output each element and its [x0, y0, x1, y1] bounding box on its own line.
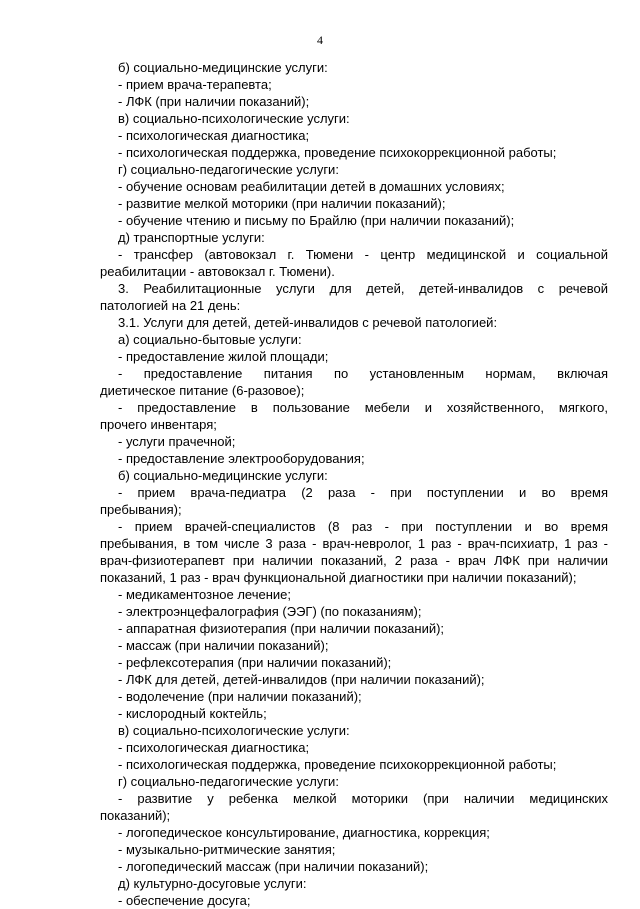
text-line: д) культурно-досуговые услуги:	[118, 876, 307, 891]
text-line: - предоставление жилой площади;	[118, 349, 329, 364]
text-line: - музыкально-ритмические занятия;	[118, 842, 336, 857]
text-line: - кислородный коктейль;	[118, 706, 267, 721]
text-line: - предоставление в пользование мебели и хозяйственного, мягкого,	[118, 400, 608, 415]
text-line: - аппаратная физиотерапия (при наличии показаний);	[118, 621, 445, 636]
text-line: прочего инвентаря;	[100, 417, 217, 432]
text-line: а) социально-бытовые услуги:	[118, 332, 302, 347]
document-body	[100, 59, 608, 909]
text-line: - обучение основам реабилитации детей в домашних условиях;	[118, 179, 505, 194]
text-line: - прием врача-терапевта;	[118, 77, 272, 92]
text-line: - развитие мелкой моторики (при наличии показаний);	[118, 196, 446, 211]
text-line: пребывания);	[100, 502, 182, 517]
text-line: д) транспортные услуги:	[118, 230, 265, 245]
text-line: - предоставление питания по установленным нормам, включая	[118, 366, 608, 381]
text-line: - обеспечение досуга;	[118, 893, 251, 908]
text-line: - электроэнцефалография (ЭЭГ) (по показаниям);	[118, 604, 422, 619]
text-line: - прием врача-педиатра (2 раза - при поступлении и во время	[118, 485, 608, 500]
page-number: 4	[317, 33, 323, 47]
text-line: г) социально-педагогические услуги:	[118, 774, 339, 789]
text-line: 3.1. Услуги для детей, детей-инвалидов с речевой патологией:	[118, 315, 498, 330]
text-line: - психологическая поддержка, проведение психокоррекционной работы;	[118, 145, 557, 160]
text-line: реабилитации - автовокзал г. Тюмени).	[100, 264, 335, 279]
text-line: - услуги прачечной;	[118, 434, 236, 449]
text-line: - логопедический массаж (при наличии показаний);	[118, 859, 429, 874]
text-line: в) социально-психологические услуги:	[118, 111, 350, 126]
text-line: - рефлексотерапия (при наличии показаний);	[118, 655, 392, 670]
text-line: показаний, 1 раз - врач функциональной диагностики при наличии показаний);	[100, 570, 577, 585]
text-line: - психологическая диагностика;	[118, 740, 310, 755]
text-line: - массаж (при наличии показаний);	[118, 638, 329, 653]
text-line: - психологическая диагностика;	[118, 128, 310, 143]
text-line: - психологическая поддержка, проведение психокоррекционной работы;	[118, 757, 557, 772]
text-line: - обучение чтению и письму по Брайлю (при наличии показаний);	[118, 213, 515, 228]
text-line: пребывания, в том числе 3 раза - врач-невролог, 1 раз - врач-психиатр, 1 раз -	[100, 536, 608, 551]
text-line: показаний);	[100, 808, 171, 823]
text-line: - логопедическое консультирование, диагностика, коррекция;	[118, 825, 490, 840]
text-line: патологией на 21 день:	[100, 298, 241, 313]
text-line: - ЛФК (при наличии показаний);	[118, 94, 310, 109]
text-line: - прием врачей-специалистов (8 раз - при поступлении и во время	[118, 519, 608, 534]
text-line: - ЛФК для детей, детей-инвалидов (при наличии показаний);	[118, 672, 485, 687]
text-line: б) социально-медицинские услуги:	[118, 468, 328, 483]
text-line: - предоставление электрооборудования;	[118, 451, 365, 466]
text-line: б) социально-медицинские услуги:	[118, 60, 328, 75]
text-line: - медикаментозное лечение;	[118, 587, 291, 602]
text-line: - развитие у ребенка мелкой моторики (при наличии медицинских	[118, 791, 608, 806]
text-line: диетическое питание (6-разовое);	[100, 383, 305, 398]
text-line: врач-физиотерапевт при наличии показаний, 2 раза - врач ЛФК при наличии	[100, 553, 608, 568]
text-line: - трансфер (автовокзал г. Тюмени - центр медицинской и социальной	[118, 247, 608, 262]
text-line: 3. Реабилитационные услуги для детей, детей-инвалидов с речевой	[118, 281, 608, 296]
text-line: в) социально-психологические услуги:	[118, 723, 350, 738]
text-line: г) социально-педагогические услуги:	[118, 162, 339, 177]
text-line: - водолечение (при наличии показаний);	[118, 689, 362, 704]
